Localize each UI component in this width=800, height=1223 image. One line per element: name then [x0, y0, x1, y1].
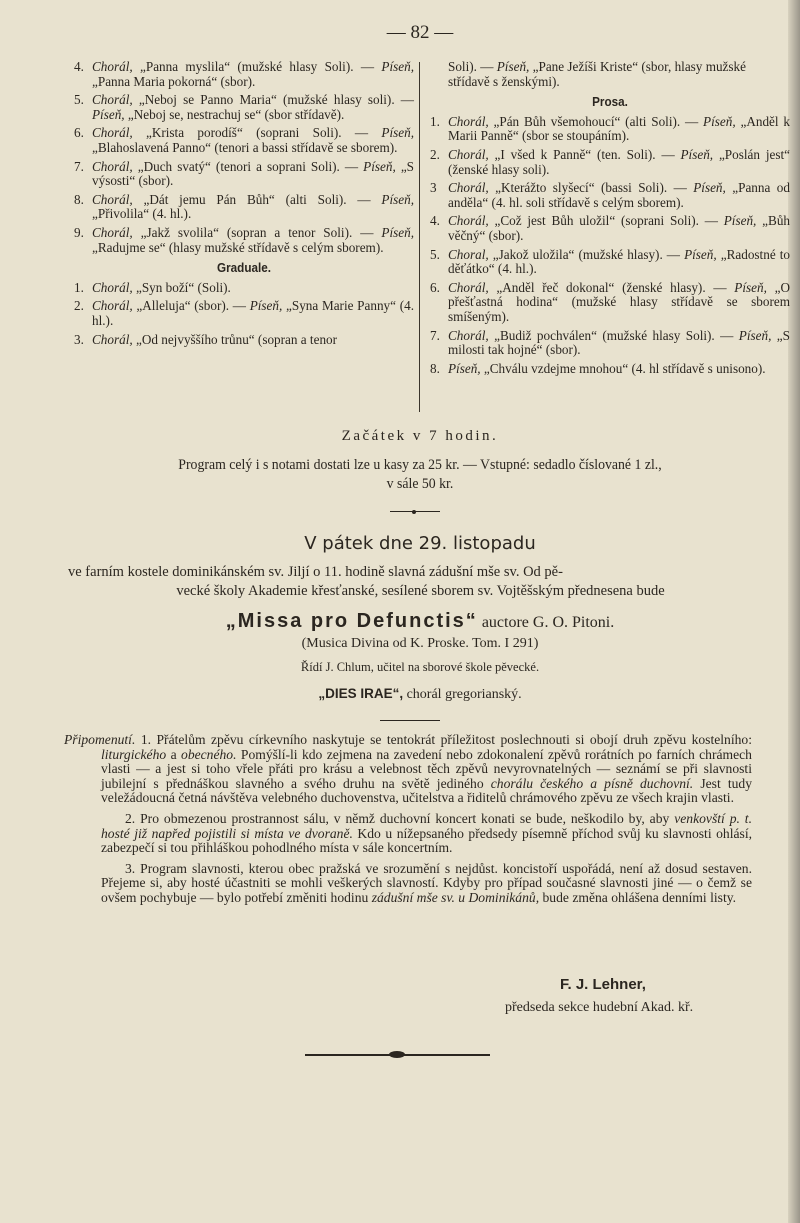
item-number: 1.: [430, 113, 440, 129]
text-segment: „Radostné to děťátko“ (4. hl.).: [448, 246, 790, 277]
italic-text: Píseň,: [693, 180, 726, 196]
note-paragraph: [64, 862, 752, 906]
page-number: — 82 —: [386, 22, 454, 43]
missa-author: auctore G. O. Pitoni.: [481, 614, 615, 631]
text-segment: „Blahoslavená Panno“ (tenori a bassi střídavě se sborem).: [92, 139, 398, 155]
italic-text: obecného.: [181, 746, 237, 762]
signature-name: F. J. Lehner,: [560, 976, 646, 993]
italic-text: Píseň,: [723, 213, 757, 229]
note-paragraph: [64, 733, 752, 806]
item-number: 6.: [74, 125, 84, 141]
program-price-line-2: v sále 50 kr.: [386, 476, 454, 492]
event-line: vecké školy Akademie křesťanské, sesílené sborem sv. Vojtěšským přednesena bude: [176, 583, 665, 599]
program-price-line: Program celý i s notami dostati lze u kasy za 25 kr. — Vstupné: sedadlo číslované 1 zl.,: [178, 457, 662, 473]
graduale-heading: Graduale.: [217, 260, 271, 276]
notes: [64, 733, 752, 912]
italic-text: Píseň,: [684, 246, 717, 262]
text-segment: „O přešťastná hodina“ (mužské hlasy střídavě se sborem smíšeným).: [448, 279, 790, 324]
italic-text: Píseň,: [381, 125, 414, 141]
text-segment: „Neboj se Panno Maria“ (mužské hlasy soli). —: [132, 92, 414, 108]
text-segment: „Jakož uložila“ (mužské hlasy). —: [488, 246, 685, 262]
italic-text: Píseň,: [734, 279, 767, 295]
italic-text: Choral,: [448, 246, 489, 262]
program-item: [74, 60, 414, 89]
item-number: 4.: [74, 59, 84, 74]
item-number: 2.: [430, 146, 440, 162]
italic-text: Chorál,: [92, 191, 133, 207]
text-segment: „Poslán jest“ (ženské hlasy soli).: [448, 146, 790, 177]
program-info: [89, 456, 751, 494]
item-number: 1.: [74, 279, 84, 295]
event-date: V pátek dne 29. listopadu: [304, 533, 536, 554]
text-segment: „Přivolila“ (4. hl.).: [92, 206, 192, 222]
program-item: [430, 148, 790, 177]
italic-text: Chorál,: [92, 224, 133, 240]
item-number: 8.: [74, 191, 84, 207]
program-item: [74, 160, 414, 189]
section-divider: [390, 511, 440, 512]
text-segment: bude změna ohlášena denními listy.: [539, 889, 737, 905]
italic-text: Píseň,: [381, 59, 414, 74]
item-number: 2.: [74, 298, 84, 314]
italic-text: Chorál,: [448, 113, 489, 129]
text-segment: „Syna Marie Panny“ (4. hl.).: [92, 298, 414, 328]
italic-text: Chorál,: [92, 158, 133, 174]
item-number: 5.: [430, 246, 440, 262]
event-line: ve farním kostele dominikánském sv. Jiljí o 11. hodině slavná zádušní mše sv. Od pě-: [68, 564, 563, 580]
signature-title: předseda sekce hudební Akad. kř.: [505, 1000, 694, 1015]
italic-text: Chorál,: [92, 125, 133, 141]
event-description: [68, 563, 773, 601]
item-number: 6.: [430, 279, 440, 295]
item-number: 7.: [430, 327, 440, 343]
program-item: [430, 214, 790, 243]
continued-item: [430, 60, 790, 89]
italic-text: Chorál,: [92, 298, 133, 314]
italic-text: Píseň,: [92, 106, 125, 122]
text-segment: 3. Program slavnosti, kterou obec pražská ve srozumění s nejdůst. koncistoří uspořádá, není až dosud sestaven. Přejeme si, aby hosté účastniti se mohli veškerých slavností. Kdyby pro případ současné slavnosti jiné — o čemž se ovšem pochybuje — bylo potřebí změniti hodinu: [101, 860, 752, 905]
column-divider: [419, 62, 420, 412]
section-divider: [380, 720, 440, 721]
italic-text: Píseň,: [703, 113, 736, 129]
italic-text: Píseň,: [496, 59, 530, 74]
text-segment: „Což jest Bůh uložil“ (soprani Soli). —: [488, 213, 724, 229]
program-item: [430, 281, 790, 325]
text-segment: „Krista porodíš“ (soprani Soli). —: [132, 125, 382, 141]
italic-text: Chorál,: [448, 180, 489, 196]
text-segment: „Anděl k Marii Panně“ (sbor se stoupáním).: [448, 113, 790, 144]
italic-text: zádušní mše sv. u Dominikánů,: [371, 889, 540, 905]
text-segment: „Chválu vzdejme mnohou“ (4. hl střídavě s unisono).: [480, 360, 766, 376]
text-segment: „Pán Bůh všemohoucí“ (alti Soli). —: [488, 113, 704, 129]
italic-text: Chorál,: [92, 279, 133, 295]
text-segment: „Budiž pochválen“ (mužské hlasy Soli). —: [488, 327, 739, 343]
program-item: [430, 115, 790, 144]
italic-text: Připomenutí.: [64, 732, 136, 747]
italic-text: Píseň,: [249, 298, 283, 314]
missa-source: (Musica Divina od K. Proske. Tom. I 291): [301, 636, 539, 651]
program-item: [74, 126, 414, 155]
start-time: Začátek v 7 hodin.: [341, 428, 499, 444]
program-item: [430, 362, 790, 377]
ornament-divider: [305, 1054, 490, 1056]
text-segment: „Duch svatý“ (tenori a soprani Soli). —: [132, 158, 364, 174]
program-item: [74, 333, 414, 348]
program-item: [74, 226, 414, 255]
text-segment: „Panna od anděla“ (4. hl. soli střídavě s celým sborem).: [448, 180, 790, 210]
item-number: 3.: [74, 331, 84, 347]
program-item: [74, 193, 414, 222]
text-segment: 1. Přátelům zpěvu církevního naskytuje se tentokrát příležitost poslechnouti si obojí druh zpěvu kostelního:: [135, 732, 752, 747]
italic-text: Chorál,: [92, 59, 133, 74]
prosa-list: [430, 115, 790, 377]
item-number: 3: [430, 180, 437, 196]
item-number: 8.: [430, 360, 440, 376]
italic-text: Píseň,: [381, 191, 414, 207]
text-segment: „Radujme se“ (hlasy mužské střídavě s celým sborem).: [92, 239, 384, 255]
italic-text: Chorál,: [448, 213, 489, 229]
dies-irae-title: „DIES IRAE“,: [318, 686, 404, 701]
text-segment: „Alleluja“ (sbor). —: [132, 298, 250, 314]
text-segment: „Bůh věčný“ (sbor).: [448, 213, 791, 243]
italic-text: chorálu českého a písně duchovní.: [490, 775, 694, 791]
italic-text: Píseň,: [363, 158, 396, 174]
italic-text: Chorál,: [448, 327, 489, 343]
program-item: [430, 329, 790, 358]
italic-text: Chorál,: [448, 146, 489, 162]
item-number: 7.: [74, 158, 84, 174]
text-segment: „S milosti tak hojné“ (sbor).: [448, 327, 790, 358]
missa-title: „Missa pro Defunctis“: [225, 610, 478, 632]
text-segment: „Syn boží“ (Soli).: [132, 279, 231, 295]
note-paragraph: [64, 812, 752, 856]
text-segment: „Dát jemu Pán Bůh“ (alti Soli). —: [132, 191, 382, 207]
text-segment: „Jakž svolila“ (sopran a tenor Soli). —: [132, 224, 382, 240]
text-segment: „Neboj se, nestrachuj se“ (sbor střídavě).: [124, 106, 345, 122]
dies-irae-line: [60, 686, 780, 703]
text-segment: Pomýšlí-li kdo zejmena na zavedení nebo zdokonalení zpěvů rorátních po farních chrámech vlasti — a jest si toho vřele přáti pro krásu a velebnost těch zpěvů nevyrovnatelných — seznámí se při slavnosti jubilejní s přednáškou slavného a svého druhu na světě jediného: [101, 746, 752, 791]
text-segment: „Panna Maria pokorná“ (sbor).: [92, 73, 256, 89]
italic-text: liturgického: [101, 746, 167, 762]
prosa-heading: Prosa.: [592, 94, 628, 110]
program-left-column: [74, 60, 414, 351]
text-segment: „Od nejvyššího trůnu“ (sopran a tenor: [132, 331, 338, 347]
text-segment: a: [166, 746, 182, 762]
conductor: Řídí J. Chlum, učitel na sborové škole pěvecké.: [300, 660, 540, 674]
graduale-list: [74, 281, 414, 347]
italic-text: Píseň,: [381, 224, 414, 240]
italic-text: Chorál,: [92, 331, 133, 347]
program-list: [74, 60, 414, 255]
program-item: [430, 248, 790, 277]
italic-text: Píseň,: [680, 146, 714, 162]
text-segment: „Pane Ježíši Kriste“ (sbor, hlasy mužské střídavě s ženskými).: [448, 59, 746, 89]
missa-line: [60, 610, 780, 633]
text-segment: Soli). —: [448, 59, 497, 74]
program-right-column: [430, 60, 790, 380]
program-item: [74, 299, 414, 328]
item-number: 9.: [74, 224, 84, 240]
text-segment: Kdo u nížepsaného předsedy písemně příchod svůj ku slavnosti ohlásí, zabezpečí si tou přihláškou pohodlného místa v sále koncertním.: [101, 825, 753, 856]
text-segment: Jest tudy veležádoucná četná návštěva velebného duchovenstva, učitelstva a řiditelů chrámového zpěvu ze všech krajin vlasti.: [101, 775, 752, 806]
program-item: [430, 181, 790, 210]
dies-irae-desc: chorál gregorianský.: [406, 687, 522, 702]
text-segment: „I všed k Panně“ (ten. Soli). —: [488, 146, 681, 162]
italic-text: venkovští p. t. hosté již napřed pojistili si místa ve dvoraně.: [101, 810, 752, 841]
text-segment: „S výsosti“ (sbor).: [92, 158, 415, 189]
item-number: 4.: [430, 213, 440, 229]
program-item: [74, 281, 414, 296]
item-number: 5.: [74, 92, 84, 108]
italic-text: Píseň,: [738, 327, 772, 343]
italic-text: Chorál,: [92, 92, 133, 108]
italic-text: Píseň,: [448, 360, 481, 376]
italic-text: Chorál,: [448, 279, 489, 295]
text-segment: „Anděl řeč dokonal“ (ženské hlasy). —: [488, 279, 735, 295]
text-segment: 2. Pro obmezenou prostrannost sálu, v němž duchovní koncert konati se bude, neškodilo by, aby: [125, 810, 675, 826]
program-item: [74, 93, 414, 122]
text-segment: „Panna myslila“ (mužské hlasy Soli). —: [132, 59, 382, 74]
text-segment: „Kterážto slyšecí“ (bassi Soli). —: [488, 180, 694, 196]
